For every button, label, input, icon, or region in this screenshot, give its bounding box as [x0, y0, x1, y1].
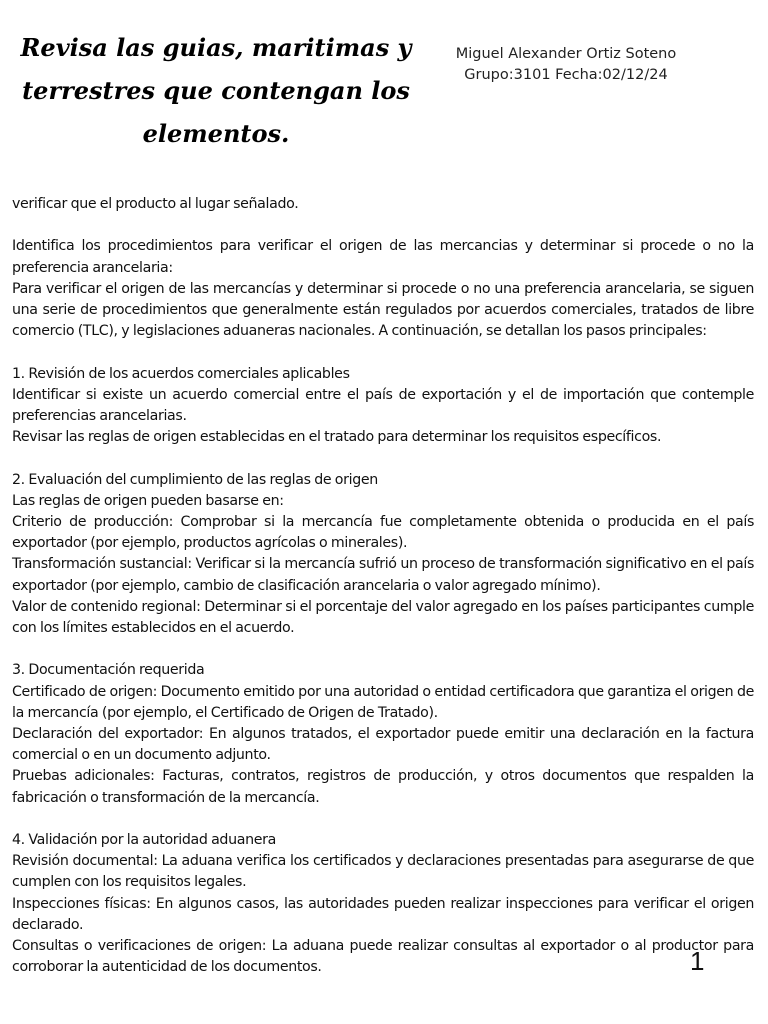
section-2-paragraph: Las reglas de origen pueden basarse en:	[12, 492, 284, 509]
section-1-paragraph: Identificar si existe un acuerdo comercial entre el país de exportación y el de importación que contemple preferencias arancelarias.	[12, 386, 754, 424]
section-4-paragraph: Consultas o verificaciones de origen: La aduana puede realizar consultas al exportador o al productor para corroborar la autenticidad de los documentos.	[12, 938, 754, 976]
section-3-paragraph: Declaración del exportador: En algunos tratados, el exportador puede emitir una declaración en la factura comercial o en un documento adjunto.	[12, 726, 754, 764]
section-3-heading: 3. Documentación requerida	[12, 662, 205, 679]
paragraph-spacer	[12, 342, 754, 363]
document-body	[12, 194, 754, 978]
author-info	[436, 44, 696, 86]
paragraph-spacer	[12, 448, 754, 469]
paragraph-spacer	[12, 215, 754, 236]
section-2-paragraph: Transformación sustancial: Verificar si la mercancía sufrió un proceso de transformación significativo en el país exportador (por ejemplo, cambio de clasificación arancelaria o valor agregado mínimo).	[12, 556, 754, 594]
intro-paragraph: verificar que el producto al lugar señalado.	[12, 196, 299, 212]
page-number: 1	[690, 946, 705, 976]
section-2-paragraph: Criterio de producción: Comprobar si la mercancía fue completamente obtenida o producida en el país exportador (por ejemplo, productos agrícolas o minerales).	[12, 514, 754, 552]
answer-intro-paragraph: Para verificar el origen de las mercancías y determinar si procede o no una preferencia arancelaria, se siguen una serie de procedimientos que generalmente están regulados por acuerdos comerciales, tratados de libre comercio (TLC), y legislaciones aduaneras nacionales. A continuación, se detallan los pasos principales:	[12, 280, 754, 340]
section-1-heading: 1. Revisión de los acuerdos comerciales aplicables	[12, 365, 350, 382]
section-2-paragraph: Valor de contenido regional: Determinar si el porcentaje del valor agregado en los países participantes cumple con los límites establecidos en el acuerdo.	[12, 598, 754, 637]
section-4-heading: 4. Validación por la autoridad aduanera	[12, 832, 276, 849]
section-2-heading: 2. Evaluación del cumplimiento de las reglas de origen	[12, 471, 378, 488]
section-3-paragraph: Certificado de origen: Documento emitido por una autoridad o entidad certificadora que garantiza el origen de la mercancía (por ejemplo, el Certificado de Origen de Tratado).	[12, 683, 754, 721]
document-title: Revisa las guias, maritimas y terrestres que contengan los elementos.	[20, 33, 412, 148]
section-4-paragraph: Inspecciones físicas: En algunos casos, las autoridades pueden realizar inspecciones para verificar el origen declarado.	[12, 895, 754, 933]
section-4-paragraph: Revisión documental: La aduana verifica los certificados y declaraciones presentadas para asegurarse de que cumplen con los requisitos legales.	[12, 853, 754, 891]
section-1-paragraph: Revisar las reglas de origen establecidas en el tratado para determinar los requisitos específicos.	[12, 429, 662, 446]
section-3-paragraph: Pruebas adicionales: Facturas, contratos, registros de producción, y otros documentos que respalden la fabricación o transformación de la mercancía.	[12, 768, 754, 806]
question-paragraph: Identifica los procedimientos para verificar el origen de las mercancias y determinar si procede o no la preferencia arancelaria:	[12, 238, 754, 276]
paragraph-spacer	[12, 809, 754, 830]
author-name: Miguel Alexander Ortiz Soteno	[455, 46, 677, 62]
group-date: Grupo:3101 Fecha:02/12/24	[464, 67, 668, 83]
paragraph-spacer	[12, 639, 754, 660]
